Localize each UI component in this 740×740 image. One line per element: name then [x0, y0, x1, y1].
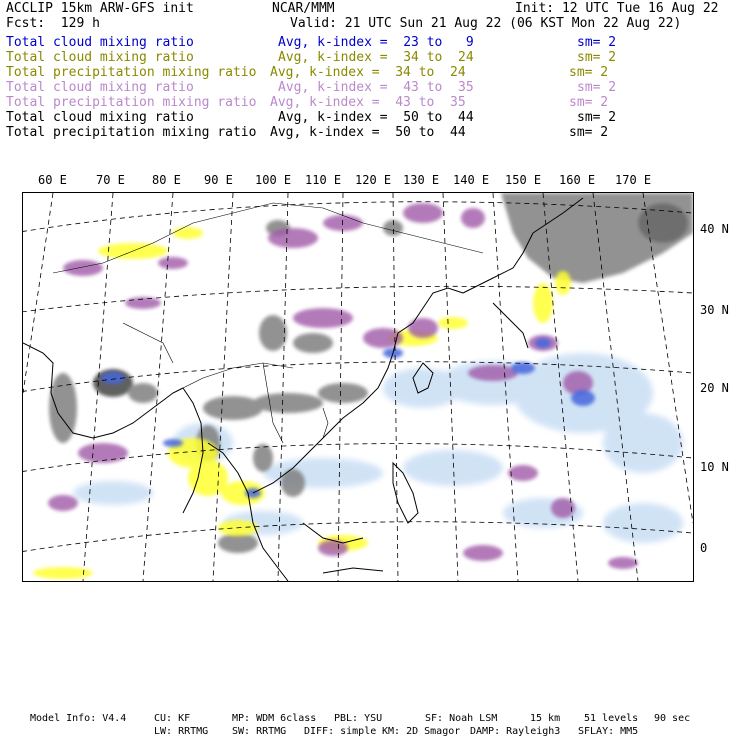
field-name: Total precipitation mixing ratio: [6, 95, 257, 110]
sf-scheme: SF: Noah LSM: [425, 713, 498, 724]
lon-label: 170 E: [615, 173, 652, 187]
pbl-scheme: PBL: YSU: [334, 713, 383, 724]
init-time: Init: 12 UTC Tue 16 Aug 22: [515, 1, 719, 16]
field-sm: sm= 2: [577, 110, 617, 125]
lon-label: 150 E: [505, 173, 542, 187]
lon-label: 140 E: [453, 173, 490, 187]
model-title: ACCLIP 15km ARW-GFS init: [6, 1, 194, 16]
lon-label: 90 E: [204, 173, 233, 187]
field-sm: sm= 2: [577, 35, 617, 50]
field-sm: sm= 2: [569, 65, 609, 80]
lon-label: 110 E: [305, 173, 342, 187]
field-avg: Avg, k-index = 34 to 24: [278, 50, 474, 65]
field-name: Total precipitation mixing ratio: [6, 125, 257, 140]
diff-scheme: DIFF: simple: [304, 726, 377, 737]
field-avg: Avg, k-index = 50 to 44: [270, 125, 466, 140]
field-sm: sm= 2: [569, 125, 609, 140]
lon-label: 130 E: [403, 173, 440, 187]
map-panel: [22, 192, 694, 582]
lat-label: 20 N: [700, 381, 729, 395]
model-info: Model Info: V4.4: [30, 713, 127, 724]
lat-label: 30 N: [700, 303, 729, 317]
lon-label: 160 E: [559, 173, 596, 187]
field-avg: Avg, k-index = 43 to 35: [278, 80, 474, 95]
field-avg: Avg, k-index = 34 to 24: [270, 65, 466, 80]
map-canvas: [23, 193, 693, 581]
damp-scheme: DAMP: Rayleigh3: [470, 726, 561, 737]
sflay-scheme: SFLAY: MM5: [578, 726, 639, 737]
field-avg: Avg, k-index = 50 to 44: [278, 110, 474, 125]
field-sm: sm= 2: [577, 80, 617, 95]
lw-scheme: LW: RRTMG: [154, 726, 209, 737]
km-scheme: KM: 2D Smagor: [382, 726, 461, 737]
forecast-hour: Fcst: 129 h: [6, 16, 100, 31]
lon-label: 60 E: [38, 173, 67, 187]
field-sm: sm= 2: [577, 50, 617, 65]
field-name: Total cloud mixing ratio: [6, 50, 194, 65]
timestep: 90 sec: [654, 713, 691, 724]
lon-label: 100 E: [255, 173, 292, 187]
field-name: Total cloud mixing ratio: [6, 110, 194, 125]
field-name: Total precipitation mixing ratio: [6, 65, 257, 80]
cu-scheme: CU: KF: [154, 713, 191, 724]
lon-label: 120 E: [355, 173, 392, 187]
field-avg: Avg, k-index = 23 to 9: [278, 35, 474, 50]
field-name: Total cloud mixing ratio: [6, 80, 194, 95]
field-avg: Avg, k-index = 43 to 35: [270, 95, 466, 110]
field-sm: sm= 2: [569, 95, 609, 110]
lon-label: 80 E: [152, 173, 181, 187]
resolution: 15 km: [530, 713, 561, 724]
lat-label: 10 N: [700, 460, 729, 474]
lat-label: 0: [700, 541, 708, 555]
levels: 51 levels: [584, 713, 639, 724]
lat-label: 40 N: [700, 222, 729, 236]
center-label: NCAR/MMM: [272, 1, 335, 16]
field-name: Total cloud mixing ratio: [6, 35, 194, 50]
sw-scheme: SW: RRTMG: [232, 726, 287, 737]
lon-label: 70 E: [96, 173, 125, 187]
mp-scheme: MP: WDM 6class: [232, 713, 317, 724]
valid-time: Valid: 21 UTC Sun 21 Aug 22 (06 KST Mon 22 Aug 22): [290, 16, 682, 31]
